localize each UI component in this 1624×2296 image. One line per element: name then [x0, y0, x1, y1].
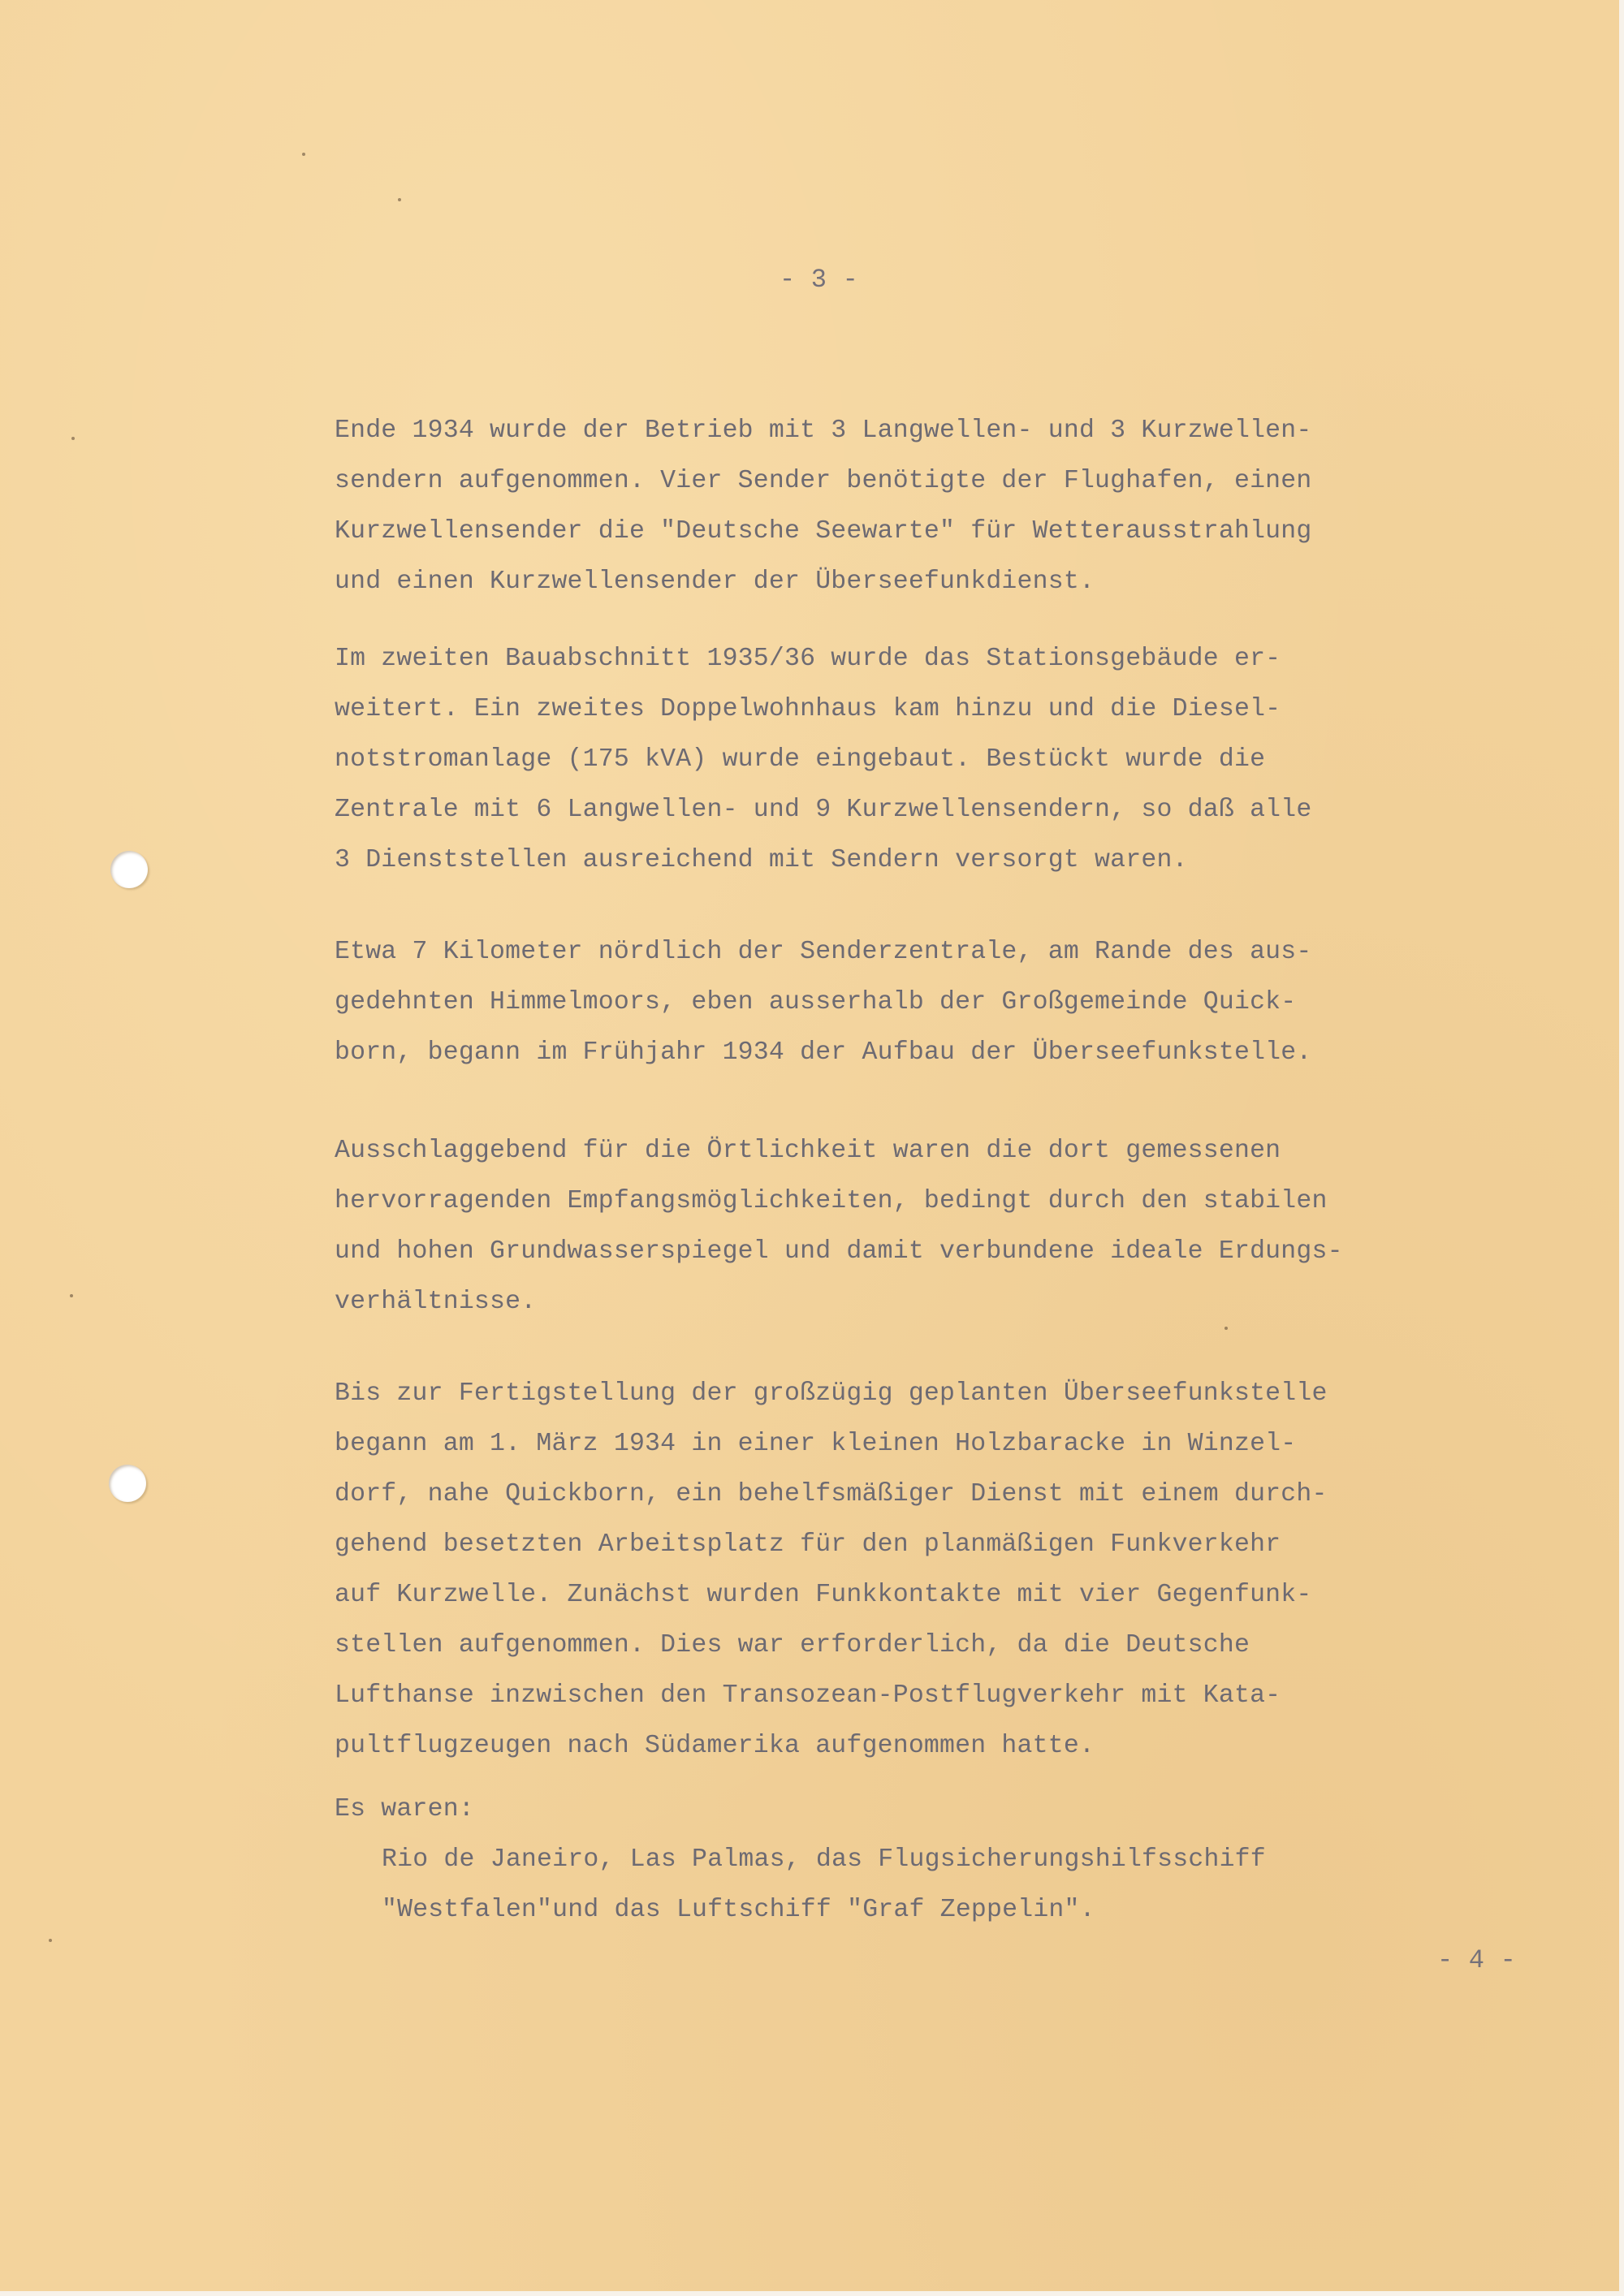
paragraph-stations-list	[335, 1785, 1471, 1936]
text-line: Ausschlaggebend für die Örtlichkeit waren die dort gemessenen	[335, 1137, 1281, 1165]
paper-speck	[49, 1939, 52, 1942]
text-line: "Westfalen"und das Luftschiff "Graf Zeppelin".	[382, 1896, 1095, 1924]
punch-hole-lower	[109, 1465, 146, 1502]
next-page-indicator: - 4 -	[1437, 1945, 1517, 1975]
text-line: und hohen Grundwasserspiegel und damit verbundene ideale Erdungs-	[335, 1237, 1343, 1266]
text-line: Kurzwellensender die "Deutsche Seewarte" für Wetterausstrahlung	[335, 517, 1312, 546]
punch-hole-upper	[110, 851, 148, 888]
text-line: Bis zur Fertigstellung der großzügig geplanten Überseefunkstelle	[335, 1379, 1328, 1408]
text-line: Lufthanse inzwischen den Transozean-Postflugverkehr mit Kata-	[335, 1681, 1281, 1710]
text-line: auf Kurzwelle. Zunächst wurden Funkkontakte mit vier Gegenfunk-	[335, 1581, 1312, 1609]
paper-speck	[398, 198, 401, 201]
text-line: pultflugzeugen nach Südamerika aufgenommen hatte.	[335, 1732, 1095, 1760]
paragraph-second-construction	[335, 634, 1471, 886]
text-line: notstromanlage (175 kVA) wurde eingebaut. Bestückt wurde die	[335, 745, 1266, 774]
text-line: hervorragenden Empfangsmöglichkeiten, bedingt durch den stabilen	[335, 1187, 1328, 1215]
text-line: dorf, nahe Quickborn, ein behelfsmäßiger Dienst mit einem durch-	[335, 1480, 1328, 1508]
text-line: Rio de Janeiro, Las Palmas, das Flugsicherungshilfsschiff	[382, 1845, 1266, 1874]
text-line: weitert. Ein zweites Doppelwohnhaus kam hinzu und die Diesel-	[335, 695, 1281, 723]
paragraph-sender-start	[335, 406, 1471, 607]
paper-speck	[302, 153, 305, 156]
text-line: sendern aufgenommen. Vier Sender benötigte der Flughafen, einen	[335, 467, 1312, 495]
text-line: Ende 1934 wurde der Betrieb mit 3 Langwellen- und 3 Kurzwellen-	[335, 416, 1312, 445]
text-line: und einen Kurzwellensender der Überseefunkdienst.	[335, 568, 1095, 596]
page-number: - 3 -	[780, 265, 859, 295]
text-line: born, begann im Frühjahr 1934 der Aufbau der Überseefunkstelle.	[335, 1038, 1312, 1067]
text-line: 3 Dienststellen ausreichend mit Sendern versorgt waren.	[335, 846, 1188, 874]
paragraph-provisional-service	[335, 1369, 1471, 1772]
paragraph-reception	[335, 1126, 1471, 1327]
text-line: Etwa 7 Kilometer nördlich der Senderzentrale, am Rande des aus-	[335, 938, 1312, 966]
text-line: begann am 1. März 1934 in einer kleinen Holzbaracke in Winzel-	[335, 1430, 1297, 1458]
paragraph-location	[335, 927, 1471, 1078]
paper-speck	[70, 1294, 73, 1297]
text-line: stellen aufgenommen. Dies war erforderlich, da die Deutsche	[335, 1631, 1250, 1659]
text-line: gedehnten Himmelmoors, eben ausserhalb der Großgemeinde Quick-	[335, 988, 1297, 1016]
text-line: Es waren:	[335, 1795, 474, 1823]
paper-speck	[71, 437, 75, 440]
text-line: gehend besetzten Arbeitsplatz für den planmäßigen Funkverkehr	[335, 1530, 1281, 1559]
scan-edge-right	[1619, 0, 1624, 2296]
scan-edge-bottom	[0, 2291, 1624, 2296]
text-line: Zentrale mit 6 Langwellen- und 9 Kurzwellensendern, so daß alle	[335, 796, 1312, 824]
text-line: Im zweiten Bauabschnitt 1935/36 wurde das Stationsgebäude er-	[335, 645, 1281, 673]
text-line: verhältnisse.	[335, 1288, 537, 1316]
